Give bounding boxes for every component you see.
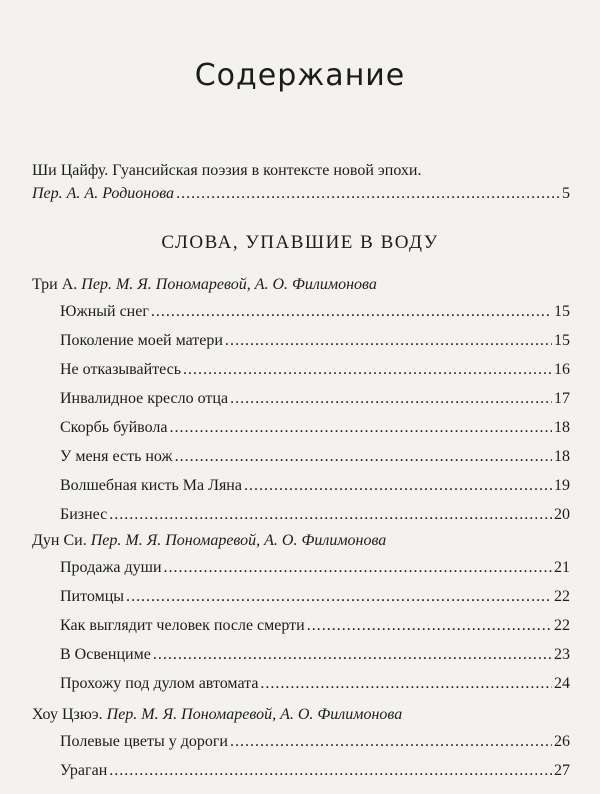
entry-title: В Освенциме: [60, 646, 151, 663]
dot-leader: [153, 644, 552, 666]
toc-entry: [60, 586, 570, 608]
toc-entry: [60, 644, 570, 666]
dot-leader: [151, 301, 552, 323]
dot-leader: [126, 586, 552, 608]
author-line: [32, 274, 377, 296]
entry-title: Продажа души: [60, 559, 162, 576]
author-name: Три А.: [32, 276, 82, 293]
toc-entry: [60, 504, 570, 526]
entry-title: Питомцы: [60, 588, 125, 605]
toc-entry: [60, 557, 570, 579]
toc-entry: [60, 446, 570, 468]
toc-entry: [60, 330, 570, 352]
entry-page: 15: [554, 303, 570, 320]
entry-page: 27: [554, 762, 570, 779]
author-line: [32, 704, 402, 726]
toc-entry: [60, 760, 570, 782]
toc-entry: [60, 359, 570, 381]
toc-entry: [60, 673, 570, 695]
dot-leader: [164, 557, 552, 579]
entry-title: Южный снег: [60, 303, 149, 320]
toc-entry: [60, 301, 570, 323]
preface-translator-line: [32, 183, 570, 205]
dot-leader: [244, 475, 552, 497]
preface-title-line: [32, 160, 421, 182]
dot-leader: [260, 673, 552, 695]
toc-entry: [60, 388, 570, 410]
entry-title: Инвалидное кресло отца: [60, 390, 229, 407]
entry-title: Ураган: [60, 762, 108, 779]
toc-entry: [60, 615, 570, 637]
dot-leader: [183, 359, 552, 381]
author-name: Хоу Цзюэ.: [32, 706, 107, 723]
toc-entry: [60, 475, 570, 497]
entry-page: 19: [554, 477, 570, 494]
entry-title: У меня есть нож: [60, 448, 173, 465]
entry-title: Не отказывайтесь: [60, 361, 182, 378]
entry-page: 20: [554, 506, 570, 523]
preface-translator: Пер. А. А. Родионова: [32, 185, 175, 202]
dot-leader: [176, 183, 560, 205]
preface-page: 5: [562, 185, 570, 202]
entry-title: Прохожу под дулом автомата: [60, 675, 259, 692]
author-line: [32, 530, 386, 552]
dot-leader: [109, 760, 552, 782]
dot-leader: [230, 388, 552, 410]
entry-page: 24: [554, 675, 570, 692]
entry-title: Поколение моей матери: [60, 332, 223, 349]
entry-title: Скорбь буйвола: [60, 419, 168, 436]
entry-page: 16: [554, 361, 570, 378]
entry-title: Волшебная кисть Ма Ляна: [60, 477, 242, 494]
author-translators: Пер. М. Я. Пономаревой, А. О. Филимонова: [106, 706, 403, 723]
dot-leader: [175, 446, 552, 468]
entry-page: 23: [554, 646, 570, 663]
dot-leader: [109, 504, 552, 526]
author-translators: Пер. М. Я. Пономаревой, А. О. Филимонова: [90, 532, 387, 549]
dot-leader: [230, 731, 552, 753]
page-title: Содержание: [194, 58, 406, 93]
entry-title: Полевые цветы у дороги: [60, 733, 228, 750]
toc-entry: [60, 731, 570, 753]
entry-title: Как выглядит человек после смерти: [60, 617, 305, 634]
entry-page: 21: [554, 559, 570, 576]
dot-leader: [169, 417, 552, 439]
entry-page: 22: [554, 617, 570, 634]
author-name: Дун Си.: [32, 532, 91, 549]
toc-entry: [60, 417, 570, 439]
preface-title: Ши Цайфу. Гуансийская поэзия в контексте новой эпохи.: [32, 162, 422, 179]
entry-page: 26: [554, 733, 570, 750]
entry-title: Бизнес: [60, 506, 108, 523]
section-title: СЛОВА, УПАВШИЕ В ВОДУ: [161, 232, 439, 253]
dot-leader: [225, 330, 552, 352]
author-translators: Пер. М. Я. Пономаревой, А. О. Филимонова: [81, 276, 377, 293]
entry-page: 22: [554, 588, 570, 605]
dot-leader: [307, 615, 552, 637]
entry-page: 18: [554, 419, 570, 436]
entry-page: 18: [554, 448, 570, 465]
entry-page: 15: [554, 332, 570, 349]
entry-page: 17: [554, 390, 570, 407]
